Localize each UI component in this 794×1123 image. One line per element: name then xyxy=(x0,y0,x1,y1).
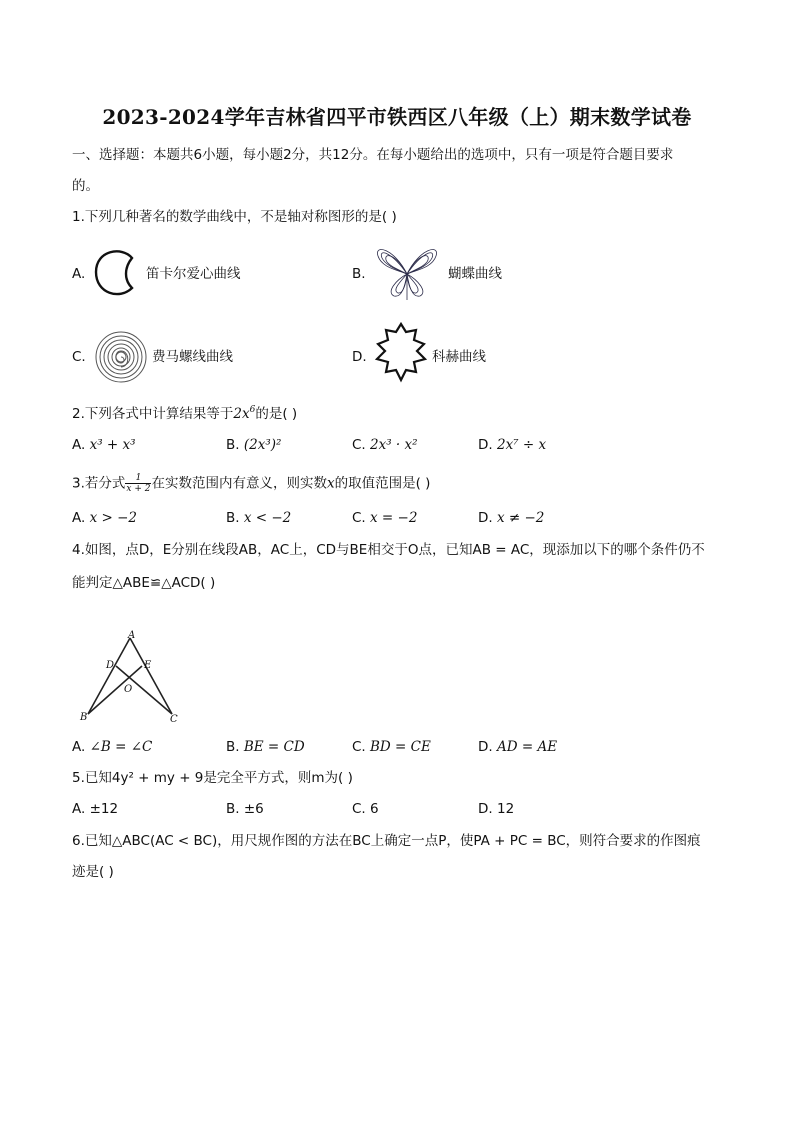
fraction: $\frac{1}{x + 2}$ xyxy=(126,473,151,494)
q1-option-c-caption: 费马螺线曲线 xyxy=(152,349,233,365)
q1-stem: 1.下列几种著名的数学曲线中，不是轴对称图形的是( ) xyxy=(72,209,397,225)
q1-option-a-letter: A. xyxy=(72,266,86,282)
label-b: B xyxy=(80,712,88,723)
q3-option-b: B. x < −2 xyxy=(226,510,292,526)
q4-stem-line2: 能判定△ABE≌△ACD( ) xyxy=(72,575,216,591)
section-heading-line1: 一、选择题：本题共6小题，每小题2分，共12分。在每小题给出的选项中，只有一项是符合题目要求 xyxy=(72,147,674,163)
q3-option-c: C. x = −2 xyxy=(352,510,418,526)
label-e: E xyxy=(144,660,152,671)
q4-option-c: C. BD = CE xyxy=(352,739,431,755)
label-a: A xyxy=(128,630,136,641)
q4-option-d: D. AD = AE xyxy=(478,739,558,755)
section-heading-line2: 的。 xyxy=(72,178,99,194)
q5-option-d: D. 12 xyxy=(478,801,515,817)
q1-option-d-caption: 科赫曲线 xyxy=(432,349,486,365)
label-c: C xyxy=(170,714,178,725)
q2-option-c: C. 2x³ · x² xyxy=(352,437,418,453)
q1-option-c-letter: C. xyxy=(72,349,86,365)
q1-option-b-caption: 蝴蝶曲线 xyxy=(448,266,502,282)
q1-option-b-letter: B. xyxy=(352,266,366,282)
q4-stem-line1: 4.如图，点D，E分别在线段AB，AC上，CD与BE相交于O点，已知AB = AC，现添加以下的哪个条件仍不 xyxy=(72,542,705,558)
triangle-figure xyxy=(72,632,192,727)
q1-option-d-letter: D. xyxy=(352,349,367,365)
q2-option-d: D. 2x⁷ ÷ x xyxy=(478,437,547,453)
q3-stem: 3.若分式 $\frac{1}{x + 2}$ 在实数范围内有意义，则实数x的取值范围是( ) xyxy=(72,473,431,494)
fermat-spiral-icon xyxy=(92,330,150,384)
q5-option-b: B. ±6 xyxy=(226,801,264,817)
q2-option-a: A. x³ + x³ xyxy=(72,437,136,453)
q4-option-b: B. BE = CD xyxy=(226,739,305,755)
butterfly-curve-icon xyxy=(372,242,442,304)
q1-option-a-caption: 笛卡尔爱心曲线 xyxy=(146,266,241,282)
q5-stem: 5.已知4y² + my + 9是完全平方式，则m为( ) xyxy=(72,770,353,786)
q4-option-a: A. ∠B = ∠C xyxy=(72,739,153,755)
label-o: O xyxy=(124,684,133,695)
label-d: D xyxy=(106,660,115,671)
q3-option-d: D. x ≠ −2 xyxy=(478,510,545,526)
q5-option-c: C. 6 xyxy=(352,801,379,817)
q6-stem-line1: 6.已知△ABC(AC < BC)，用尺规作图的方法在BC上确定一点P，使PA + PC = BC，则符合要求的作图痕 xyxy=(72,833,701,849)
q5-option-a: A. ±12 xyxy=(72,801,119,817)
q2-stem: 2.下列各式中计算结果等于$2x^6$的是( ) xyxy=(72,405,298,422)
page-title: 2023-2024学年吉林省四平市铁西区八年级（上）期末数学试卷 xyxy=(102,105,692,129)
q6-stem-line2: 迹是( ) xyxy=(72,864,114,880)
cardioid-icon xyxy=(92,246,150,300)
q3-option-a: A. x > −2 xyxy=(72,510,138,526)
q2-option-b: B. (2x³)² xyxy=(226,437,282,453)
koch-snowflake-icon xyxy=(370,320,432,388)
